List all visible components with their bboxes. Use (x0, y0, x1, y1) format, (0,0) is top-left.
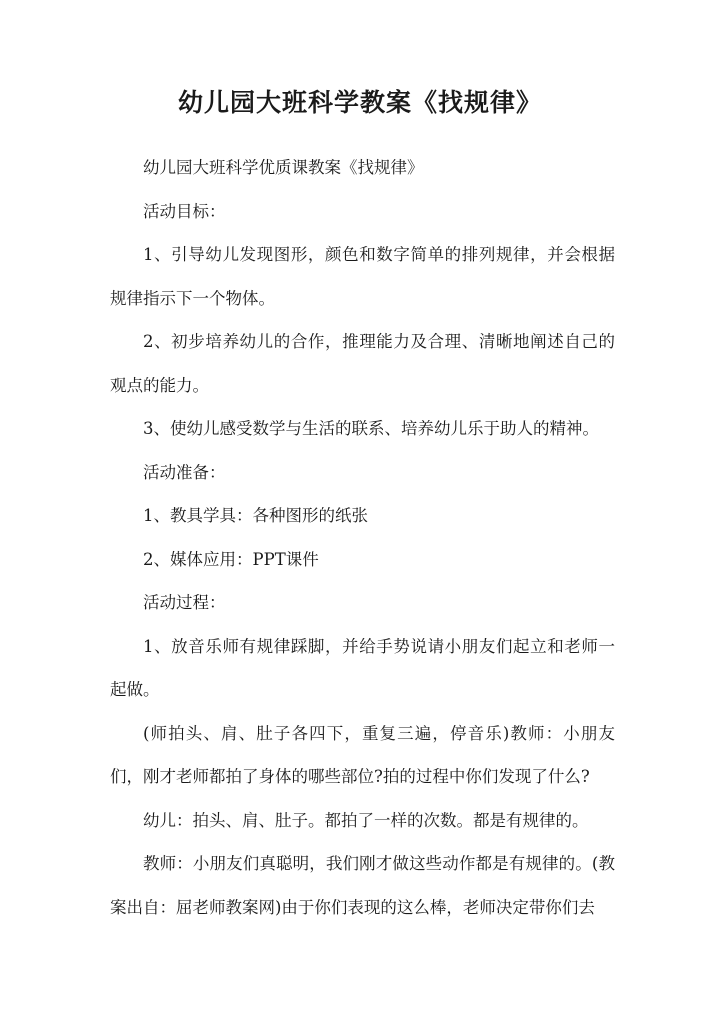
paragraph-goal-1: 1、引导幼儿发现图形，颜色和数字简单的排列规律，并会根据规律指示下一个物体。 (110, 245, 615, 308)
paragraph-prep-heading: 活动准备： (143, 462, 226, 482)
paragraph-subtitle: 幼儿园大班科学优质课教案《找规律》 (143, 158, 424, 177)
document-title: 幼儿园大班科学教案《找规律》 (177, 88, 542, 117)
document-body (110, 146, 615, 929)
paragraph-prep-2: 2、媒体应用：PPT课件 (143, 549, 319, 569)
paragraph-goals-heading: 活动目标： (143, 201, 226, 221)
paragraph-prep-1: 1、教具学具：各种图形的纸张 (143, 506, 368, 525)
paragraph-process-2: (师拍头、肩、肚子各四下，重复三遍，停音乐)教师：小朋友们，刚才老师都拍了身体的哪些部位?拍的过程中你们发现了什么? (110, 723, 615, 786)
paragraph-process-3: 幼儿：拍头、肩、肚子。都拍了一样的次数。都是有规律的。 (143, 810, 589, 830)
paragraph-goal-3: 3、使幼儿感受数学与生活的联系、培养幼儿乐于助人的精神。 (143, 419, 599, 438)
paragraph-process-1: 1、放音乐师有规律踩脚，并给手势说请小朋友们起立和老师一起做。 (110, 636, 615, 699)
paragraph-process-4: 教师：小朋友们真聪明，我们刚才做这些动作都是有规律的。(教案出自：屈老师教案网)由于你们表现的这么棒，老师决定带你们去 (110, 854, 615, 917)
paragraph-goal-2: 2、初步培养幼儿的合作，推理能力及合理、清晰地阐述自己的观点的能力。 (110, 332, 615, 395)
paragraph-process-heading: 活动过程： (143, 593, 226, 612)
